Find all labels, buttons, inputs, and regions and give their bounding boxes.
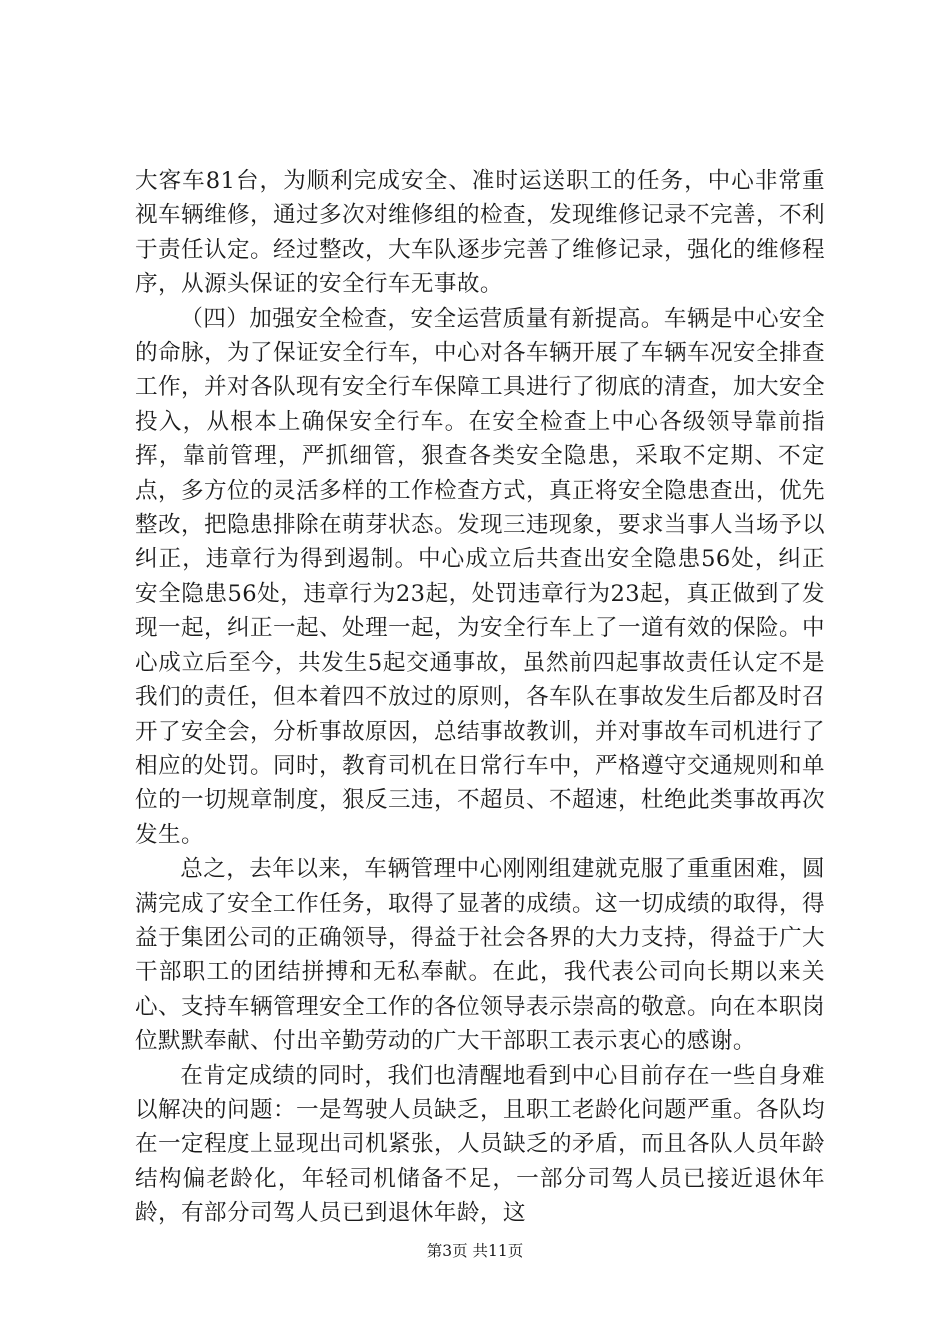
paragraph-vehicle-maintenance: 大客车81台，为顺利完成安全、准时运送职工的任务，中心非常重视车辆维修，通过多次对维修组的检查，发现维修记录不完善，不利于责任认定。经过整改，大车队逐步完善了维修记录，强化的维修程序，从源头保证的安全行车无事故。 (135, 168, 825, 298)
document-body (135, 164, 825, 1231)
paragraph-safety-inspection: （四）加强安全检查，安全运营质量有新提高。车辆是中心安全的命脉，为了保证安全行车，中心对各车辆开展了车辆车况安全排查工作，并对各队现有安全行车保障工具进行了彻底的清查，加大安全投入，从根本上确保安全行车。在安全检查上中心各级领导靠前指挥，靠前管理，严抓细管，狠查各类安全隐患，采取不定期、不定点，多方位的灵活多样的工作检查方式，真正将安全隐患查出，优先整改，把隐患排除在萌芽状态。发现三违现象，要求当事人当场予以纠正，违章行为得到遏制。中心成立后共查出安全隐患56处，纠正安全隐患56处，违章行为23起，处罚违章行为23起，真正做到了发现一起，纠正一起、处理一起，为安全行车上了一道有效的保险。中心成立后至今，共发生5起交通事故，虽然前四起事故责任认定不是我们的责任，但本着四不放过的原则，各车队在事故发生后都及时召开了安全会，分析事故原因，总结事故教训，并对事故车司机进行了相应的处罚。同时，教育司机在日常行车中，严格遵守交通规则和单位的一切规章制度，狠反三违，不超员、不超速，杜绝此类事故再次发生。 (135, 305, 825, 848)
paragraph-summary: 总之，去年以来，车辆管理中心刚刚组建就克服了重重困难，圆满完成了安全工作任务，取得了显著的成绩。这一切成绩的取得，得益于集团公司的正确领导，得益于社会各界的大力支持，得益于广大干部职工的团结拼搏和无私奉献。在此，我代表公司向长期以来关心、支持车辆管理安全工作的各位领导表示崇高的敬意。向在本职岗位默默奉献、付出辛勤劳动的广大干部职工表示衷心的感谢。 (135, 856, 825, 1055)
page-number-footer: 第3页 共11页 (426, 1242, 524, 1260)
paragraph-problems: 在肯定成绩的同时，我们也清醒地看到中心目前存在一些自身难以解决的问题：一是驾驶人员缺乏，且职工老龄化问题严重。各队均在一定程度上显现出司机紧张，人员缺乏的矛盾，而且各队人员年龄结构偏老龄化，年轻司机储备不足，一部分司驾人员已接近退休年龄，有部分司驾人员已到退休年龄，这 (135, 1062, 825, 1227)
